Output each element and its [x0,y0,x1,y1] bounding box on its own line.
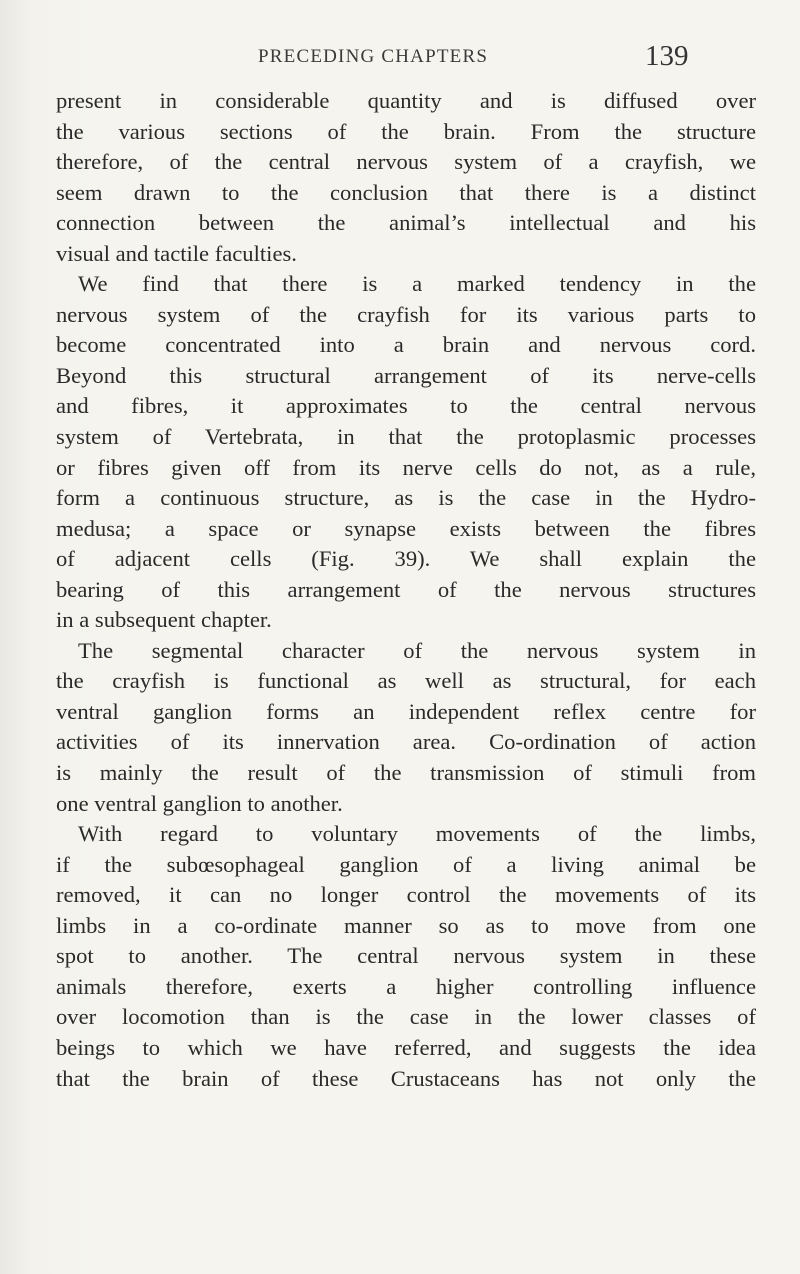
text-line: become concentrated into a brain and nervous cord. [56,332,756,358]
text-line: form a continuous structure, as is the case in the Hydro- [56,485,756,511]
running-title: PRECEDING CHAPTERS [258,46,489,67]
text-line: With regard to voluntary movements of the limbs, [78,821,756,847]
text-line: over locomotion than is the case in the lower classes of [56,1004,756,1030]
running-head [0,40,800,80]
text-line: spot to another. The central nervous system in these [56,943,756,969]
text-line: beings to which we have referred, and suggests the idea [56,1034,756,1060]
text-line: the various sections of the brain. From the structure [56,118,756,144]
text-line: We find that there is a marked tendency in the [78,271,756,297]
text-line: Beyond this structural arrangement of its nerve-cells [56,362,756,388]
text-line: present in considerable quantity and is diffused over [56,88,756,113]
text-line: of adjacent cells (Fig. 39). We shall explain the [56,546,756,572]
text-line: animals therefore, exerts a higher controlling influence [56,973,756,999]
text-line: if the subœsophageal ganglion of a living animal be [56,851,756,877]
text-line: system of Vertebrata, in that the protoplasmic processes [56,424,756,450]
text-line: visual and tactile faculties. [56,240,297,266]
text-line: The segmental character of the nervous system in [78,637,756,663]
text-line: or fibres given off from its nerve cells do not, as a rule, [56,454,756,480]
text-line: medusa; a space or synapse exists between the fibres [56,515,756,541]
text-line: is mainly the result of the transmission of stimuli from [56,760,756,786]
text-line: connection between the animal’s intellectual and his [56,210,756,236]
text-line: seem drawn to the conclusion that there is a distinct [56,179,756,205]
body-text [56,86,756,1094]
text-line: limbs in a co-ordinate manner so as to move from one [56,912,756,938]
text-line: in a subsequent chapter. [56,607,272,633]
text-line: nervous system of the crayfish for its various parts to [56,301,756,327]
text-line: activities of its innervation area. Co-ordination of action [56,729,756,755]
text-line: removed, it can no longer control the movements of its [56,882,756,908]
text-line: bearing of this arrangement of the nervous structures [56,576,756,602]
text-line: the crayfish is functional as well as structural, for each [56,668,756,694]
text-line: ventral ganglion forms an independent reflex centre for [56,698,756,724]
text-line: and fibres, it approximates to the central nervous [56,393,756,419]
page-number: 139 [645,40,689,72]
text-line: that the brain of these Crustaceans has not only the [56,1065,756,1091]
text-line: therefore, of the central nervous system of a crayfish, we [56,149,756,175]
text-line: one ventral ganglion to another. [56,790,343,816]
